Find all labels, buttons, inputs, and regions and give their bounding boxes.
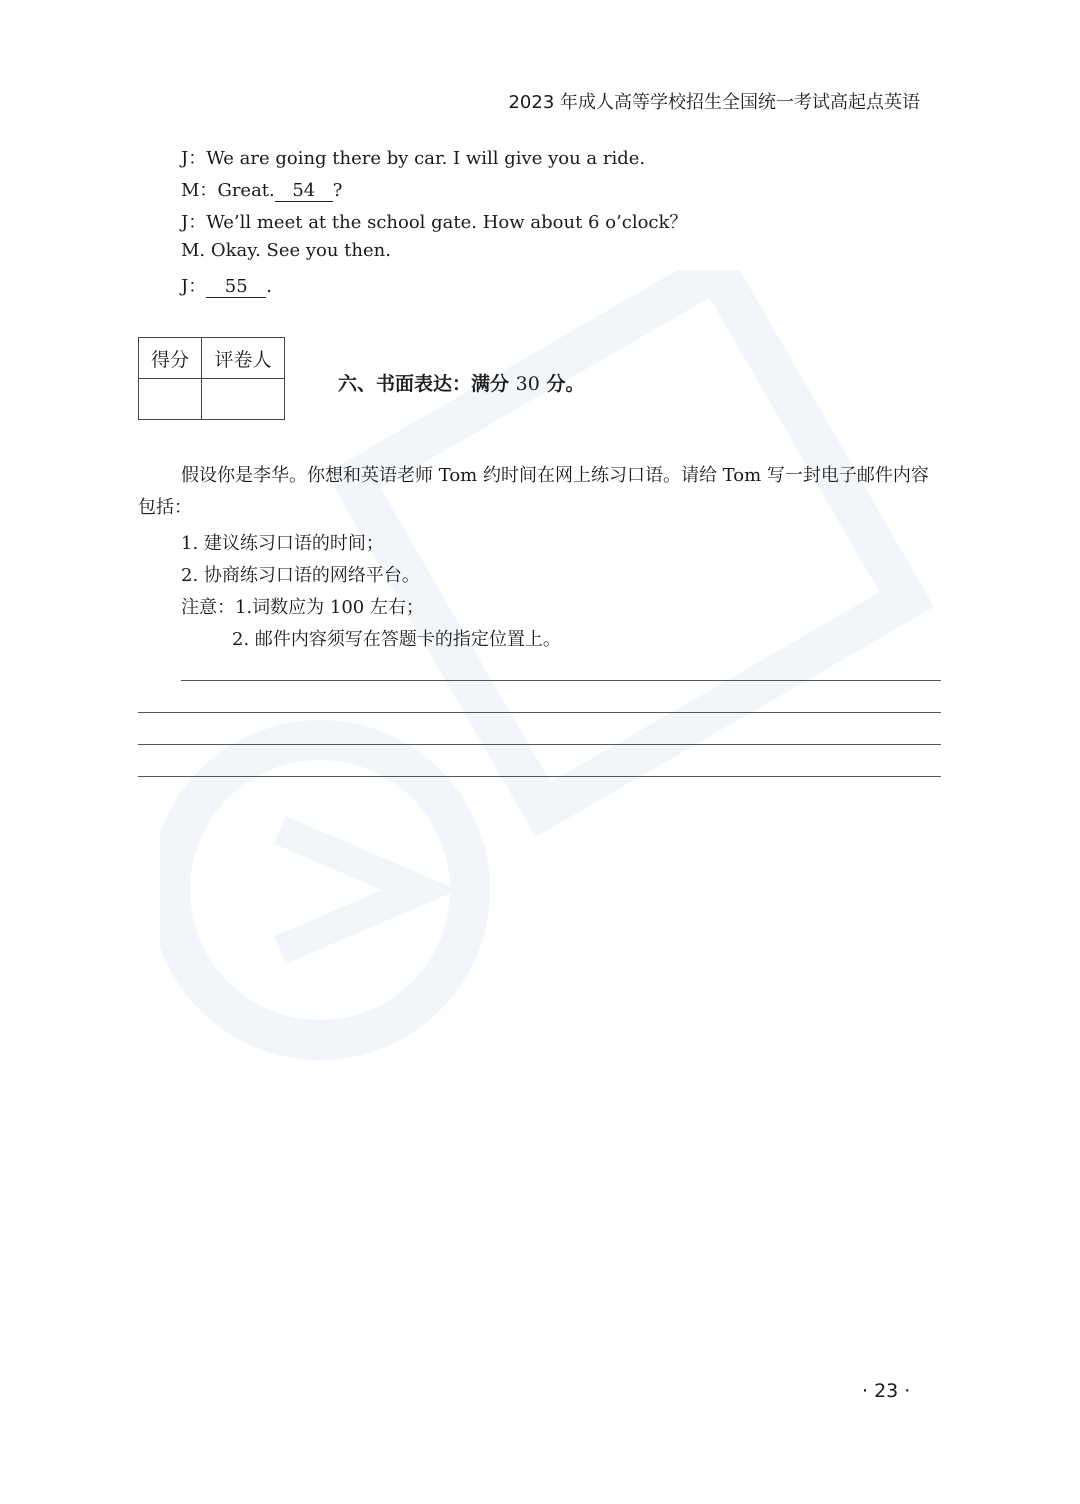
page-header: 2023 年成人高等学校招生全国统一考试高起点英语	[508, 92, 920, 113]
dialogue-text: Okay. See you then.	[210, 240, 391, 261]
section-title-text: 六、书面表达：满分	[338, 373, 510, 395]
dialogue-line-1	[181, 144, 645, 170]
section-title-suffix: 分。	[546, 373, 585, 395]
dialogue-text: We’ll meet at the school gate. How about 6 o’clock？	[206, 212, 688, 233]
punctuation: .	[266, 276, 272, 297]
prompt-item-1: 1. 建议练习口语的时间；	[181, 533, 384, 554]
dialogue-line-3	[181, 208, 687, 234]
prompt-note-1: 注意：1.词数应为 100 左右；	[181, 597, 424, 618]
speaker: J：	[181, 276, 207, 297]
page-number: · 23 ·	[862, 1380, 911, 1402]
dialogue-text: Great.	[217, 180, 275, 201]
dialogue-line-4	[181, 240, 391, 261]
score-label: 得分	[139, 338, 202, 379]
prompt-item-2: 2. 协商练习口语的网络平台。	[181, 565, 420, 586]
writing-line[interactable]	[138, 776, 941, 777]
dialogue-text: We are going there by car. I will give you a ride.	[206, 148, 646, 169]
speaker: M.	[181, 240, 206, 261]
answer-blank-55[interactable]: 55	[206, 278, 266, 298]
writing-line[interactable]	[138, 744, 941, 745]
dialogue-line-2	[181, 176, 342, 202]
punctuation: ?	[332, 180, 343, 201]
section-title	[338, 369, 584, 396]
grader-cell[interactable]	[202, 379, 285, 420]
dialogue-line-5	[181, 272, 272, 298]
writing-prompt: 假设你是李华。你想和英语老师 Tom 约时间在网上练习口语。请给 Tom 写一封电子邮件内容包括：	[138, 465, 929, 518]
section-points: 30	[515, 373, 540, 395]
speaker: J：	[181, 148, 207, 169]
speaker: J：	[181, 212, 207, 233]
writing-line[interactable]	[181, 680, 941, 681]
writing-line[interactable]	[138, 712, 941, 713]
speaker: M：	[181, 180, 218, 201]
score-box	[138, 337, 285, 420]
score-cell[interactable]	[139, 379, 202, 420]
answer-blank-54[interactable]: 54	[275, 182, 333, 202]
grader-label: 评卷人	[202, 338, 285, 379]
prompt-note-2: 2. 邮件内容须写在答题卡的指定位置上。	[232, 629, 561, 650]
